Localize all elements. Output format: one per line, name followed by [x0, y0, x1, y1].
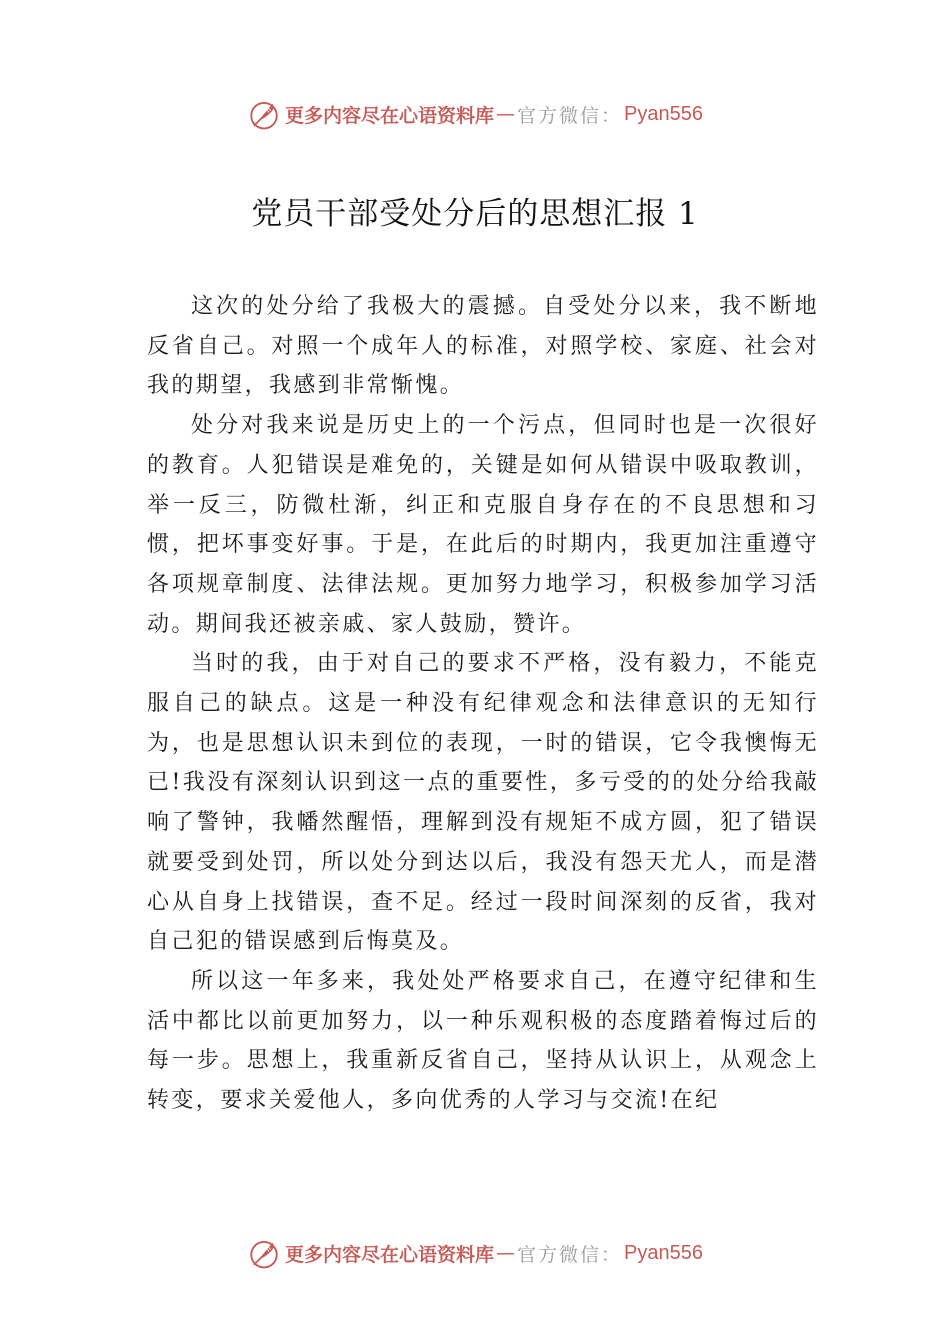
site-name: 更多内容尽在心语资料库 — [285, 1243, 495, 1266]
quill-feather-icon — [247, 1236, 281, 1270]
banner-dash: — — [496, 103, 516, 125]
footer-banner — [0, 1233, 950, 1273]
site-name: 更多内容尽在心语资料库 — [285, 104, 495, 127]
banner-dash: — — [496, 1242, 516, 1264]
paragraph: 当时的我，由于对自己的要求不严格，没有毅力，不能克服自己的缺点。这是一种没有纪律观念和法律意识的无知行为，也是思想认识未到位的表现，一时的错误，它令我懊悔无已!我没有深刻认识到这一点的重要性，多亏受的的处分给我敲响了警钟，我幡然醒悟，理解到没有规矩不成方圆，犯了错误就要受到处罚，所以处分到达以后，我没有怨天尤人，而是潜心从自身上找错误，查不足。经过一段时间深刻的反省，我对自己犯的错误感到后悔莫及。 — [147, 651, 819, 955]
paragraph: 这次的处分给了我极大的震撼。自受处分以来，我不断地反省自己。对照一个成年人的标准，对照学校、家庭、社会对我的期望，我感到非常惭愧。 — [147, 294, 819, 399]
wechat-label: 官方微信： — [517, 1243, 623, 1266]
quill-feather-icon — [247, 97, 281, 131]
wechat-label: 官方微信： — [517, 104, 623, 127]
document-body — [147, 287, 819, 1121]
wechat-id: Pyan556 — [624, 102, 703, 125]
document-title: 党员干部受处分后的思想汇报 1 — [251, 196, 699, 232]
paragraph: 所以这一年多来，我处处严格要求自己，在遵守纪律和生活中都比以前更加努力，以一种乐观积极的态度踏着悔过后的每一步。思想上，我重新反省自己，坚持从认识上，从观念上转变，要求关爱他人，多向优秀的人学习与交流!在纪 — [147, 968, 819, 1114]
wechat-id: Pyan556 — [624, 1241, 703, 1264]
paragraph: 处分对我来说是历史上的一个污点，但同时也是一次很好的教育。人犯错误是难免的，关键是如何从错误中吸取教训，举一反三，防微杜渐，纠正和克服自身存在的不良思想和习惯，把坏事变好事。于是，在此后的时期内，我更加注重遵守各项规章制度、法律法规。更加努力地学习，积极参加学习活动。期间我还被亲戚、家人鼓励，赞许。 — [147, 413, 819, 637]
header-banner — [0, 94, 950, 134]
